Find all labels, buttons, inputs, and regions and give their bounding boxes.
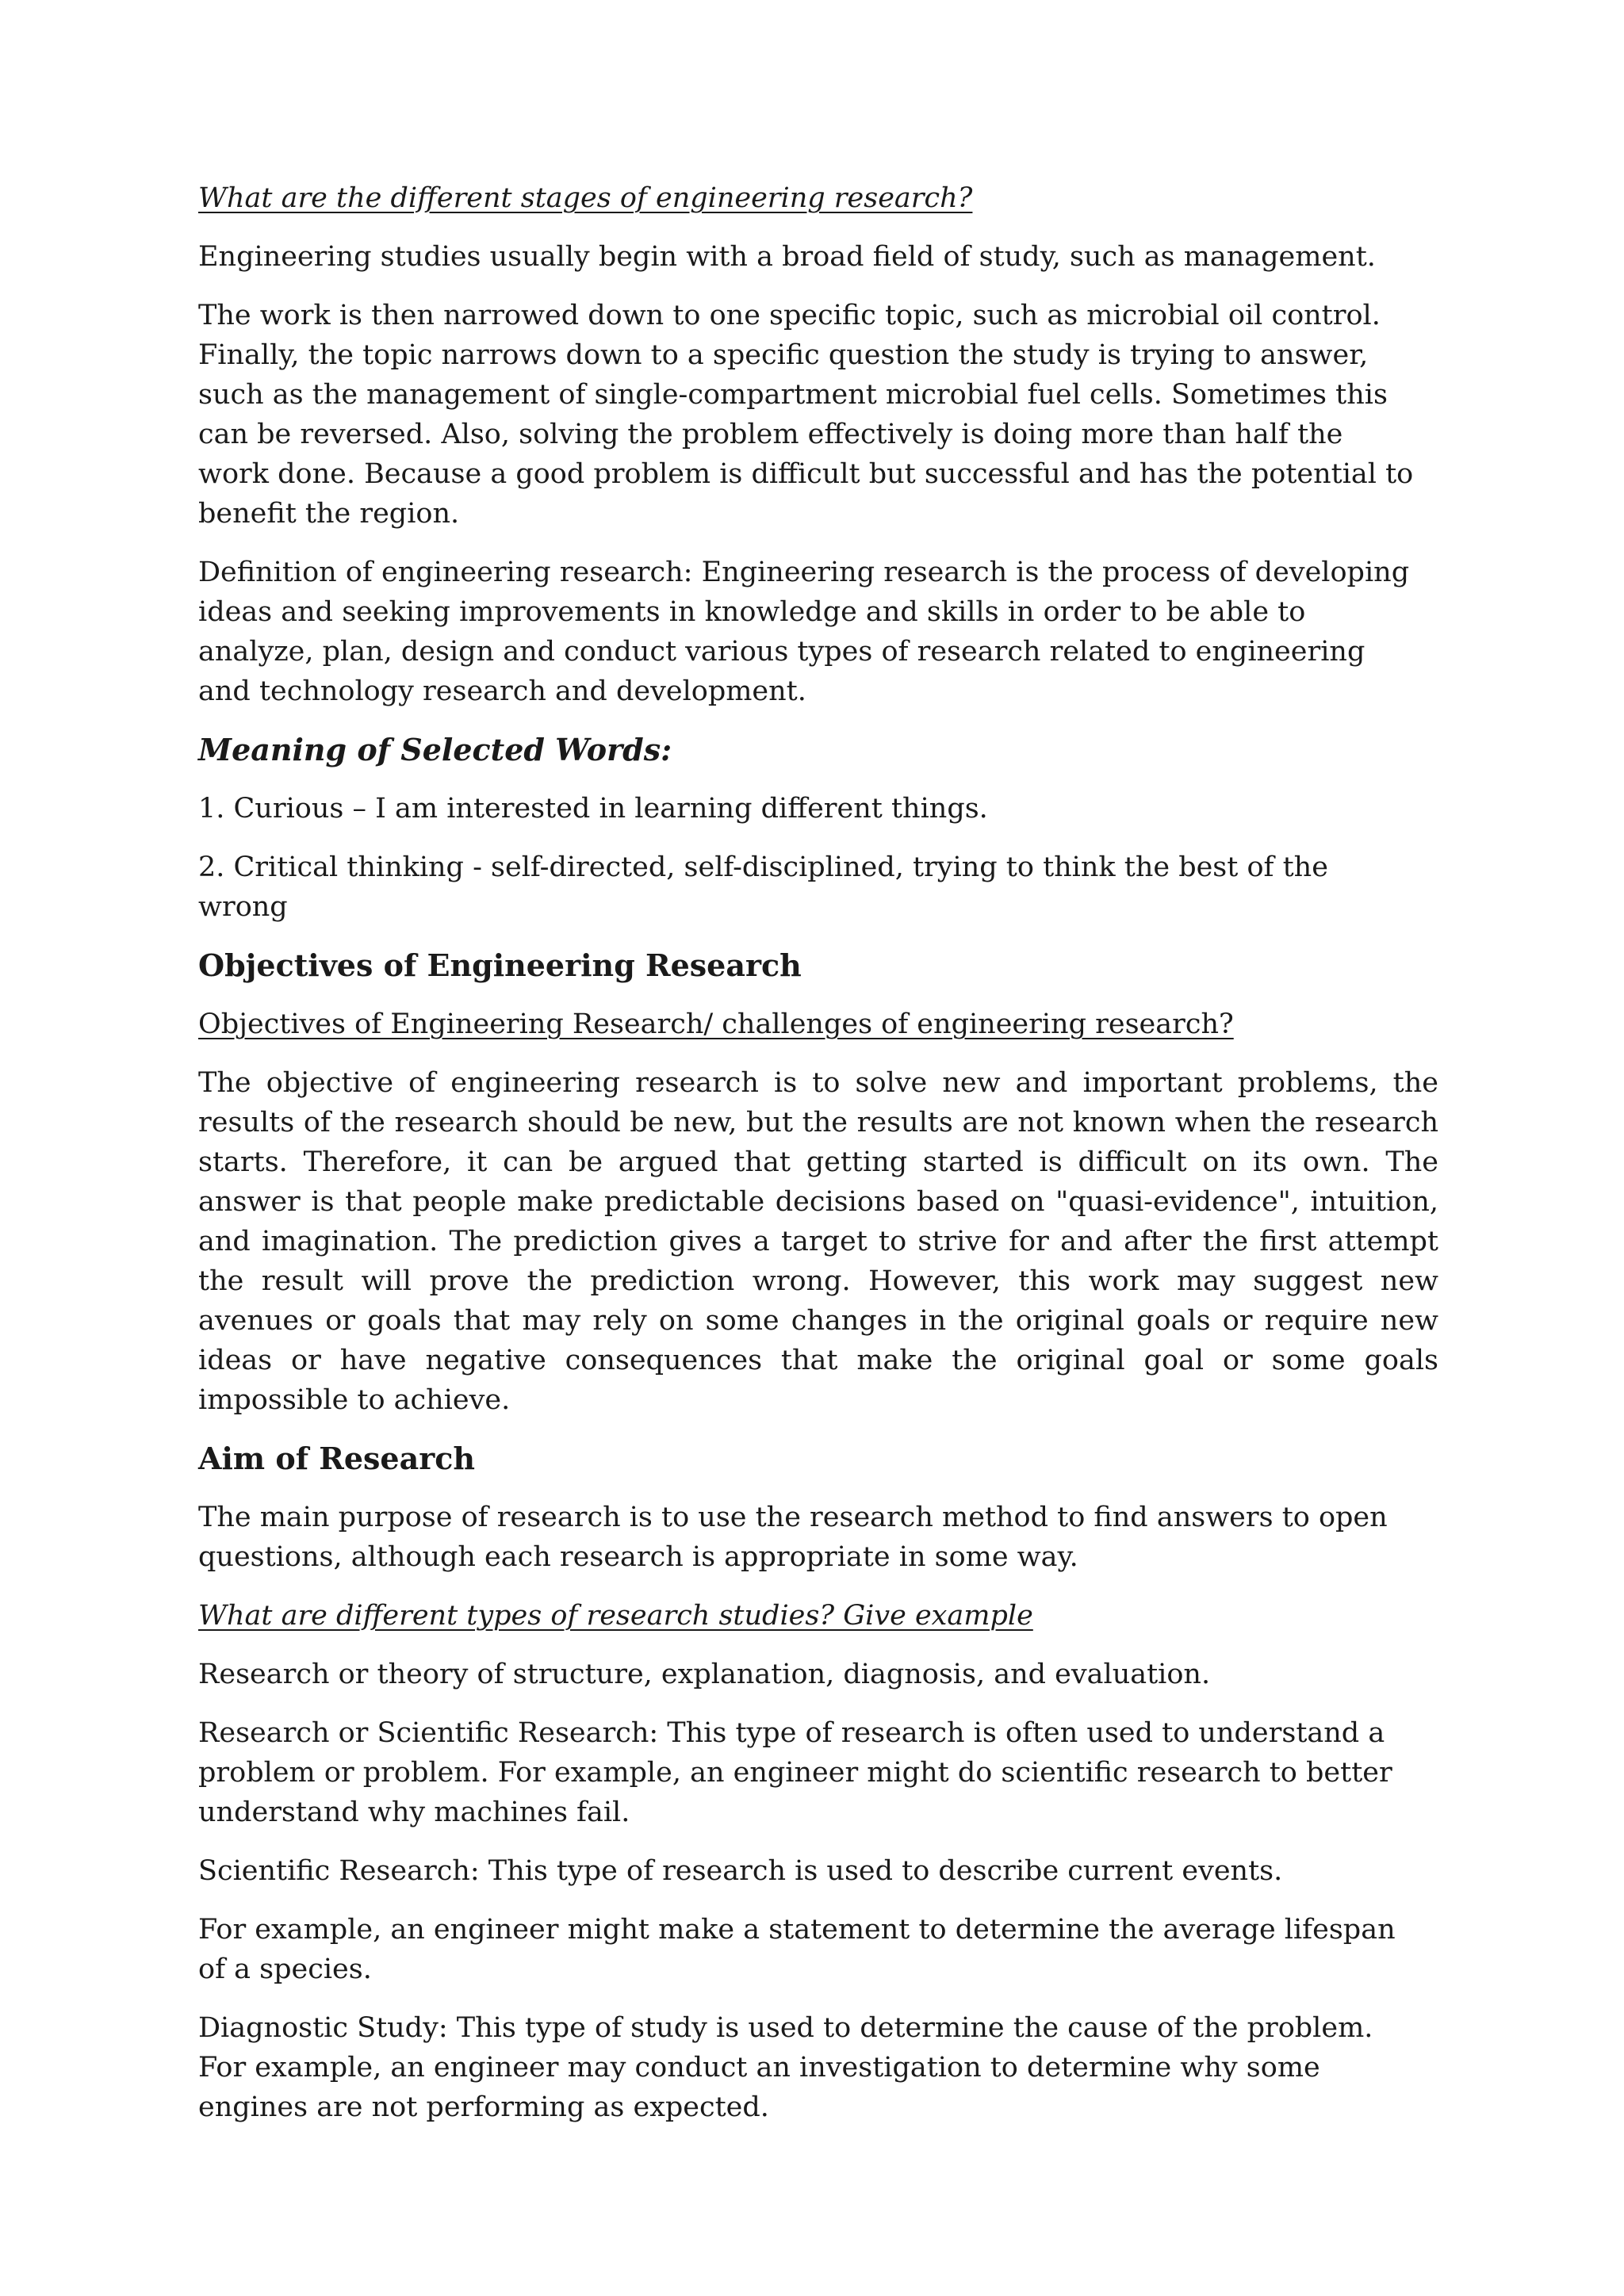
paragraph-line: The main purpose of research is to use the research method to find answers to open: [198, 1502, 1388, 1533]
aim-paragraph: [198, 1498, 1622, 1577]
paragraph-line: The objective of engineering research is to solve new and important problems, the: [198, 1067, 1438, 1099]
paragraph-line: engines are not performing as expected.: [198, 2091, 769, 2123]
types-paragraph-2: [198, 1713, 1622, 1832]
paragraph-line: the result will prove the prediction wrong. However, this work may suggest new: [198, 1265, 1438, 1297]
paragraph-line: problem or problem. For example, an engineer might do scientific research to better: [198, 1757, 1392, 1789]
paragraph-line: Finally, the topic narrows down to a specific question the study is trying to answer,: [198, 339, 1369, 371]
list-item-line: 1. Curious – I am interested in learning different things.: [198, 793, 988, 825]
types-heading: [198, 1596, 1622, 1636]
stages-heading-text: What are the different stages of engineering research?: [198, 182, 973, 214]
objectives-subheading-text: Objectives of Engineering Research/ challenges of engineering research?: [198, 1008, 1234, 1040]
paragraph-line: ideas or have negative consequences that make the original goal or some goals: [198, 1345, 1438, 1376]
paragraph-line: Scientific Research: This type of research is used to describe current events.: [198, 1855, 1283, 1887]
paragraph-line: For example, an engineer might make a statement to determine the average lifespan: [198, 1914, 1396, 1946]
paragraph-line: results of the research should be new, but the results are not known when the research: [198, 1107, 1438, 1138]
types-heading-text: What are different types of research studies? Give example: [198, 1600, 1033, 1632]
paragraph-line: Definition of engineering research: Engineering research is the process of developing: [198, 557, 1410, 588]
list-item-line: wrong: [198, 891, 288, 923]
paragraph-line: can be reversed. Also, solving the problem effectively is doing more than half the: [198, 419, 1343, 450]
paragraph-line: The work is then narrowed down to one specific topic, such as microbial oil control.: [198, 300, 1381, 331]
paragraph-line: questions, although each research is appropriate in some way.: [198, 1541, 1078, 1573]
objectives-paragraph: [198, 1063, 1622, 1420]
paragraph-line: starts. Therefore, it can be argued that getting started is difficult on its own. The: [198, 1146, 1438, 1178]
paragraph-line: answer is that people make predictable decisions based on "quasi-evidence", intuition,: [198, 1186, 1438, 1218]
paragraph-line: analyze, plan, design and conduct various types of research related to engineering: [198, 636, 1365, 668]
definition-paragraph: [198, 553, 1622, 711]
paragraph-line: impossible to achieve.: [198, 1384, 511, 1416]
stages-paragraph-1: [198, 237, 1622, 277]
paragraph-line: such as the management of single-compartment microbial fuel cells. Sometimes this: [198, 379, 1388, 411]
stages-heading: [198, 178, 1622, 218]
meaning-heading-text: Meaning of Selected Words:: [198, 732, 672, 767]
meaning-item-2: [198, 848, 1622, 927]
objectives-heading-text: Objectives of Engineering Research: [198, 947, 802, 983]
types-paragraph-4: [198, 1910, 1622, 1989]
paragraph-line: and imagination. The prediction gives a target to strive for and after the first attempt: [198, 1226, 1438, 1257]
paragraph-line: Engineering studies usually begin with a broad field of study, such as management.: [198, 241, 1376, 273]
paragraph-line: ideas and seeking improvements in knowledge and skills in order to be able to: [198, 596, 1306, 628]
paragraph-line: of a species.: [198, 1954, 372, 1985]
aim-heading-text: Aim of Research: [198, 1441, 476, 1476]
stages-paragraph-2: [198, 296, 1622, 534]
paragraph-line: Diagnostic Study: This type of study is used to determine the cause of the problem.: [198, 2012, 1373, 2044]
aim-heading: [198, 1439, 1622, 1479]
types-paragraph-1: [198, 1655, 1622, 1694]
paragraph-line: and technology research and development.: [198, 675, 806, 707]
objectives-heading: [198, 946, 1622, 985]
meaning-heading: [198, 730, 1622, 770]
paragraph-line: Research or Scientific Research: This type of research is often used to understand a: [198, 1717, 1385, 1749]
types-paragraph-5: [198, 2008, 1622, 2127]
meaning-item-1: [198, 789, 1622, 828]
types-paragraph-3: [198, 1851, 1622, 1891]
objectives-subheading: [198, 1004, 1622, 1044]
list-item-line: 2. Critical thinking - self-directed, self-disciplined, trying to think the best of the: [198, 851, 1328, 883]
document-body: [198, 178, 1622, 2146]
paragraph-line: work done. Because a good problem is difficult but successful and has the potential to: [198, 458, 1414, 490]
paragraph-line: Research or theory of structure, explanation, diagnosis, and evaluation.: [198, 1659, 1211, 1690]
paragraph-line: For example, an engineer may conduct an investigation to determine why some: [198, 2052, 1320, 2084]
paragraph-line: benefit the region.: [198, 498, 460, 530]
paragraph-line: understand why machines fail.: [198, 1797, 630, 1828]
paragraph-line: avenues or goals that may rely on some changes in the original goals or require new: [198, 1305, 1438, 1337]
